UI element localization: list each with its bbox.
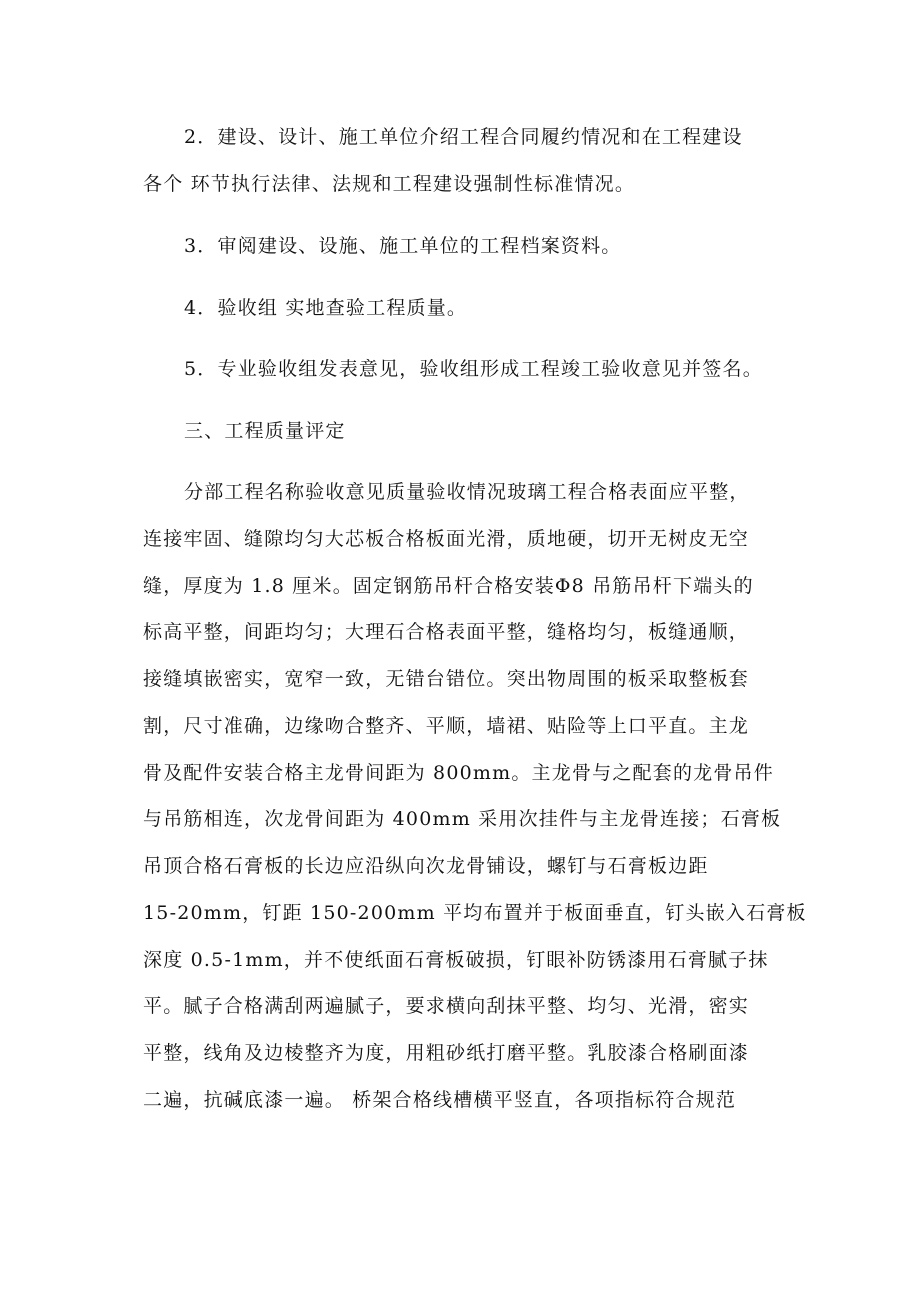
paragraph-line: 割，尺寸准确，边缘吻合整齐、平顺，墙裙、贴险等上口平直。主龙 (143, 715, 750, 737)
paragraph-line: 标高平整，间距均匀；大理石合格表面平整，缝格均匀，板缝通顺， (143, 621, 750, 643)
paragraph-line: 平整，线角及边棱整齐为度，用粗砂纸打磨平整。乳胶漆合格刷面漆 (143, 1042, 750, 1064)
list-item-2-continuation: 各个 环节执行法律、法规和工程建设强制性标准情况。 (143, 173, 636, 195)
list-item-4: 4．验收组 实地查验工程质量。 (184, 297, 468, 319)
section-title: 三、工程质量评定 (184, 420, 346, 442)
paragraph-line: 15-20mm，钉距 150-200mm 平均布置并于板面垂直，钉头嵌入石膏板 (143, 902, 807, 924)
paragraph-line: 吊顶合格石膏板的长边应沿纵向次龙骨铺设，螺钉与石膏板边距 (143, 855, 709, 877)
paragraph-line: 连接牢固、缝隙均匀大芯板合格板面光滑，质地硬，切开无树皮无空 (143, 528, 750, 550)
paragraph-line: 接缝填嵌密实，宽窄一致，无错台错位。突出物周围的板采取整板套 (143, 668, 750, 690)
paragraph-line: 二遍，抗碱底漆一遍。 桥架合格线槽横平竖直，各项指标符合规范 (143, 1089, 737, 1111)
paragraph-line: 与吊筋相连，次龙骨间距为 400mm 采用次挂件与主龙骨连接；石膏板 (143, 808, 782, 830)
paragraph-line: 分部工程名称验收意见质量验收情况玻璃工程合格表面应平整， (184, 481, 750, 503)
paragraph-line: 平。腻子合格满刮两遍腻子，要求横向刮抹平整、均匀、光滑，密实 (143, 995, 750, 1017)
paragraph-line: 缝，厚度为 1.8 厘米。固定钢筋吊杆合格安装Φ8 吊筋吊杆下端头的 (143, 575, 754, 597)
paragraph-line: 骨及配件安装合格主龙骨间距为 800mm。主龙骨与之配套的龙骨吊件 (143, 762, 774, 784)
list-item-3: 3．审阅建设、设施、施工单位的工程档案资料。 (184, 235, 622, 257)
list-item-5: 5．专业验收组发表意见，验收组形成工程竣工验收意见并签名。 (184, 358, 763, 380)
paragraph-line: 深度 0.5-1mm，并不使纸面石膏板破损，钉眼补防锈漆用石膏腻子抹 (143, 949, 769, 971)
list-item-2: 2．建设、设计、施工单位介绍工程合同履约情况和在工程建设 (184, 126, 743, 148)
